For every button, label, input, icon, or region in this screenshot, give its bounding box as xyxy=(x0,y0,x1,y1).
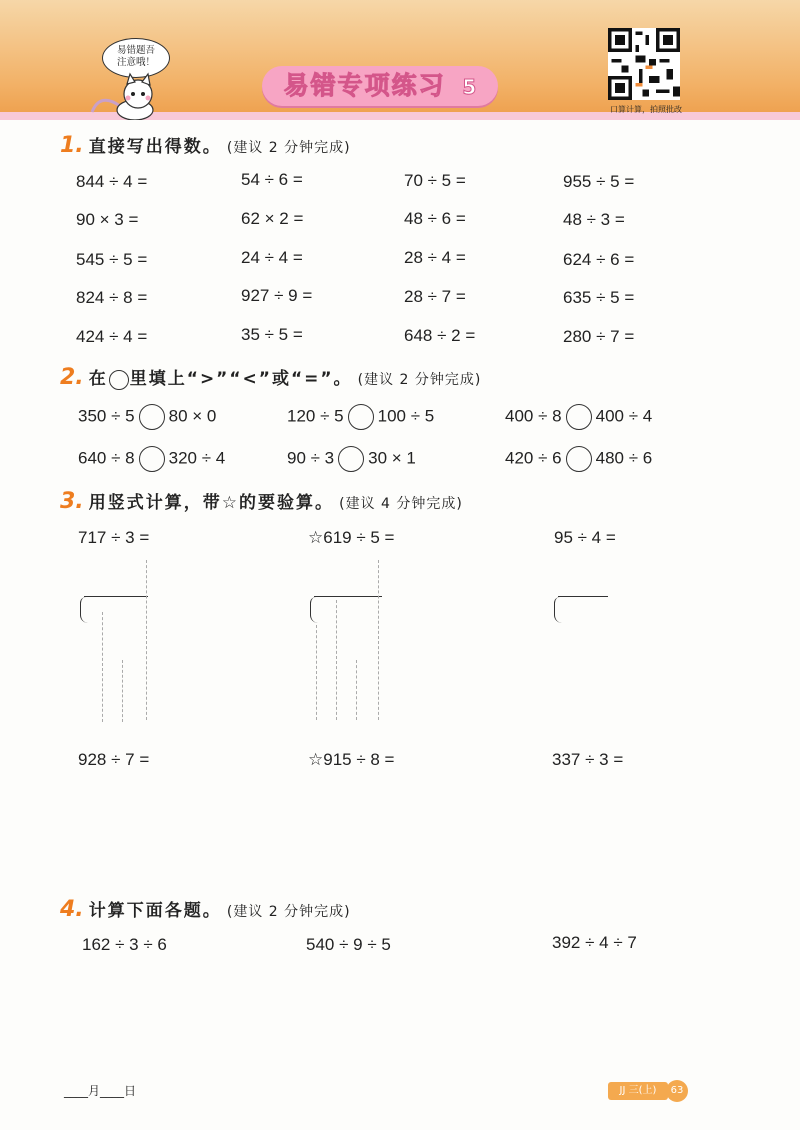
answer-circle[interactable] xyxy=(348,404,374,430)
compare-left: 350 ÷ 5 xyxy=(78,406,135,426)
mixed-problem: 162 ÷ 3 ÷ 6 xyxy=(82,935,167,954)
compare-right: 80 × 0 xyxy=(168,406,217,426)
section-2-number: 2. xyxy=(60,365,84,390)
compare-right: 400 ÷ 4 xyxy=(595,406,653,426)
answer-circle[interactable] xyxy=(139,446,165,472)
section-3-title: 用竖式计算，带☆的要验算。 xyxy=(88,493,335,513)
problem-5-2: 35 ÷ 5 = xyxy=(241,325,303,344)
compare-right: 320 ÷ 4 xyxy=(168,448,226,468)
problem-2-1: 90 × 3 = xyxy=(76,210,139,229)
problem-5-1: 424 ÷ 4 = xyxy=(76,327,148,346)
compare-right: 30 × 1 xyxy=(368,448,416,468)
compare-item xyxy=(505,404,652,430)
section-4-title: 计算下面各题。 xyxy=(88,901,222,921)
problem-1-3: 70 ÷ 5 = xyxy=(404,171,466,190)
compare-item xyxy=(287,446,416,472)
section-3-number: 3. xyxy=(60,489,84,514)
long-division-problem: 928 ÷ 7 = xyxy=(78,750,150,769)
compare-right: 480 ÷ 6 xyxy=(595,448,653,468)
problem-4-4: 635 ÷ 5 = xyxy=(563,288,635,307)
compare-item xyxy=(505,446,652,472)
long-division-problem: ☆619 ÷ 5 = xyxy=(308,528,395,547)
problem-4-3: 28 ÷ 7 = xyxy=(404,287,466,306)
section-4-heading xyxy=(60,896,351,922)
section-1-number: 1. xyxy=(60,133,84,158)
page-title xyxy=(270,68,492,104)
section-1-title: 直接写出得数。 xyxy=(88,137,222,157)
problem-2-3: 48 ÷ 6 = xyxy=(404,209,466,228)
grade-tag: JJ 三(上) xyxy=(608,1082,668,1100)
section-2-note: (建议 2 分钟完成) xyxy=(357,372,482,388)
compare-item xyxy=(78,446,225,472)
problem-3-3: 28 ÷ 4 = xyxy=(404,248,466,267)
problem-4-2: 927 ÷ 9 = xyxy=(241,286,313,305)
compare-left: 420 ÷ 6 xyxy=(505,448,562,468)
problem-3-2: 24 ÷ 4 = xyxy=(241,248,303,267)
qr-code-icon[interactable] xyxy=(608,28,680,100)
answer-circle[interactable] xyxy=(139,404,165,430)
problem-3-4: 624 ÷ 6 = xyxy=(563,250,635,269)
compare-left: 90 ÷ 3 xyxy=(287,448,335,468)
long-division-problem: 337 ÷ 3 = xyxy=(552,750,624,769)
page-title-text: 易错专项练习 xyxy=(283,71,446,100)
section-3-heading xyxy=(60,488,463,514)
problem-1-4: 955 ÷ 5 = xyxy=(563,172,635,191)
bubble-line-2: 注意哦！ xyxy=(116,57,155,68)
page-title-number: 5 xyxy=(462,75,479,99)
mixed-problem: 392 ÷ 4 ÷ 7 xyxy=(552,933,637,952)
section-3-note: (建议 4 分钟完成) xyxy=(339,496,463,512)
problem-3-1: 545 ÷ 5 = xyxy=(76,250,148,269)
long-division-problem: 717 ÷ 3 = xyxy=(78,528,150,547)
compare-right: 100 ÷ 5 xyxy=(377,406,435,426)
bubble-line-1: 易错题吾 xyxy=(116,45,155,56)
compare-left: 120 ÷ 5 xyxy=(287,406,344,426)
mixed-problem: 540 ÷ 9 ÷ 5 xyxy=(306,935,391,954)
compare-item xyxy=(287,404,434,430)
problem-2-4: 48 ÷ 3 = xyxy=(563,210,625,229)
problem-5-4: 280 ÷ 7 = xyxy=(563,327,635,346)
problem-5-3: 648 ÷ 2 = xyxy=(404,326,476,345)
answer-circle[interactable] xyxy=(338,446,364,472)
page-number: 63 xyxy=(666,1080,688,1102)
section-2-heading xyxy=(60,364,481,390)
long-division-problem: 95 ÷ 4 = xyxy=(554,528,616,547)
footer-date: ____月____日 xyxy=(64,1084,137,1098)
compare-left: 400 ÷ 8 xyxy=(505,406,562,426)
compare-item xyxy=(78,404,216,430)
section-4-number: 4. xyxy=(60,897,84,922)
section-2-title-post: 里填上“>”“<”或“=”。 xyxy=(129,369,353,389)
long-division-problem: ☆915 ÷ 8 = xyxy=(308,750,395,769)
compare-left: 640 ÷ 8 xyxy=(78,448,135,468)
problem-1-1: 844 ÷ 4 = xyxy=(76,172,148,191)
answer-circle[interactable] xyxy=(566,446,592,472)
problem-2-2: 62 × 2 = xyxy=(241,209,304,228)
answer-circle[interactable] xyxy=(566,404,592,430)
problem-1-2: 54 ÷ 6 = xyxy=(241,170,303,189)
section-2-title-pre: 在 xyxy=(88,369,108,389)
section-1-note: (建议 2 分钟完成) xyxy=(226,140,351,156)
qr-caption: 口算计算，拍照批改 xyxy=(610,105,682,114)
section-4-note: (建议 2 分钟完成) xyxy=(226,904,351,920)
problem-4-1: 824 ÷ 8 = xyxy=(76,288,148,307)
circle-icon xyxy=(109,370,129,390)
cat-mascot-icon xyxy=(90,72,190,120)
section-1-heading xyxy=(60,132,351,158)
